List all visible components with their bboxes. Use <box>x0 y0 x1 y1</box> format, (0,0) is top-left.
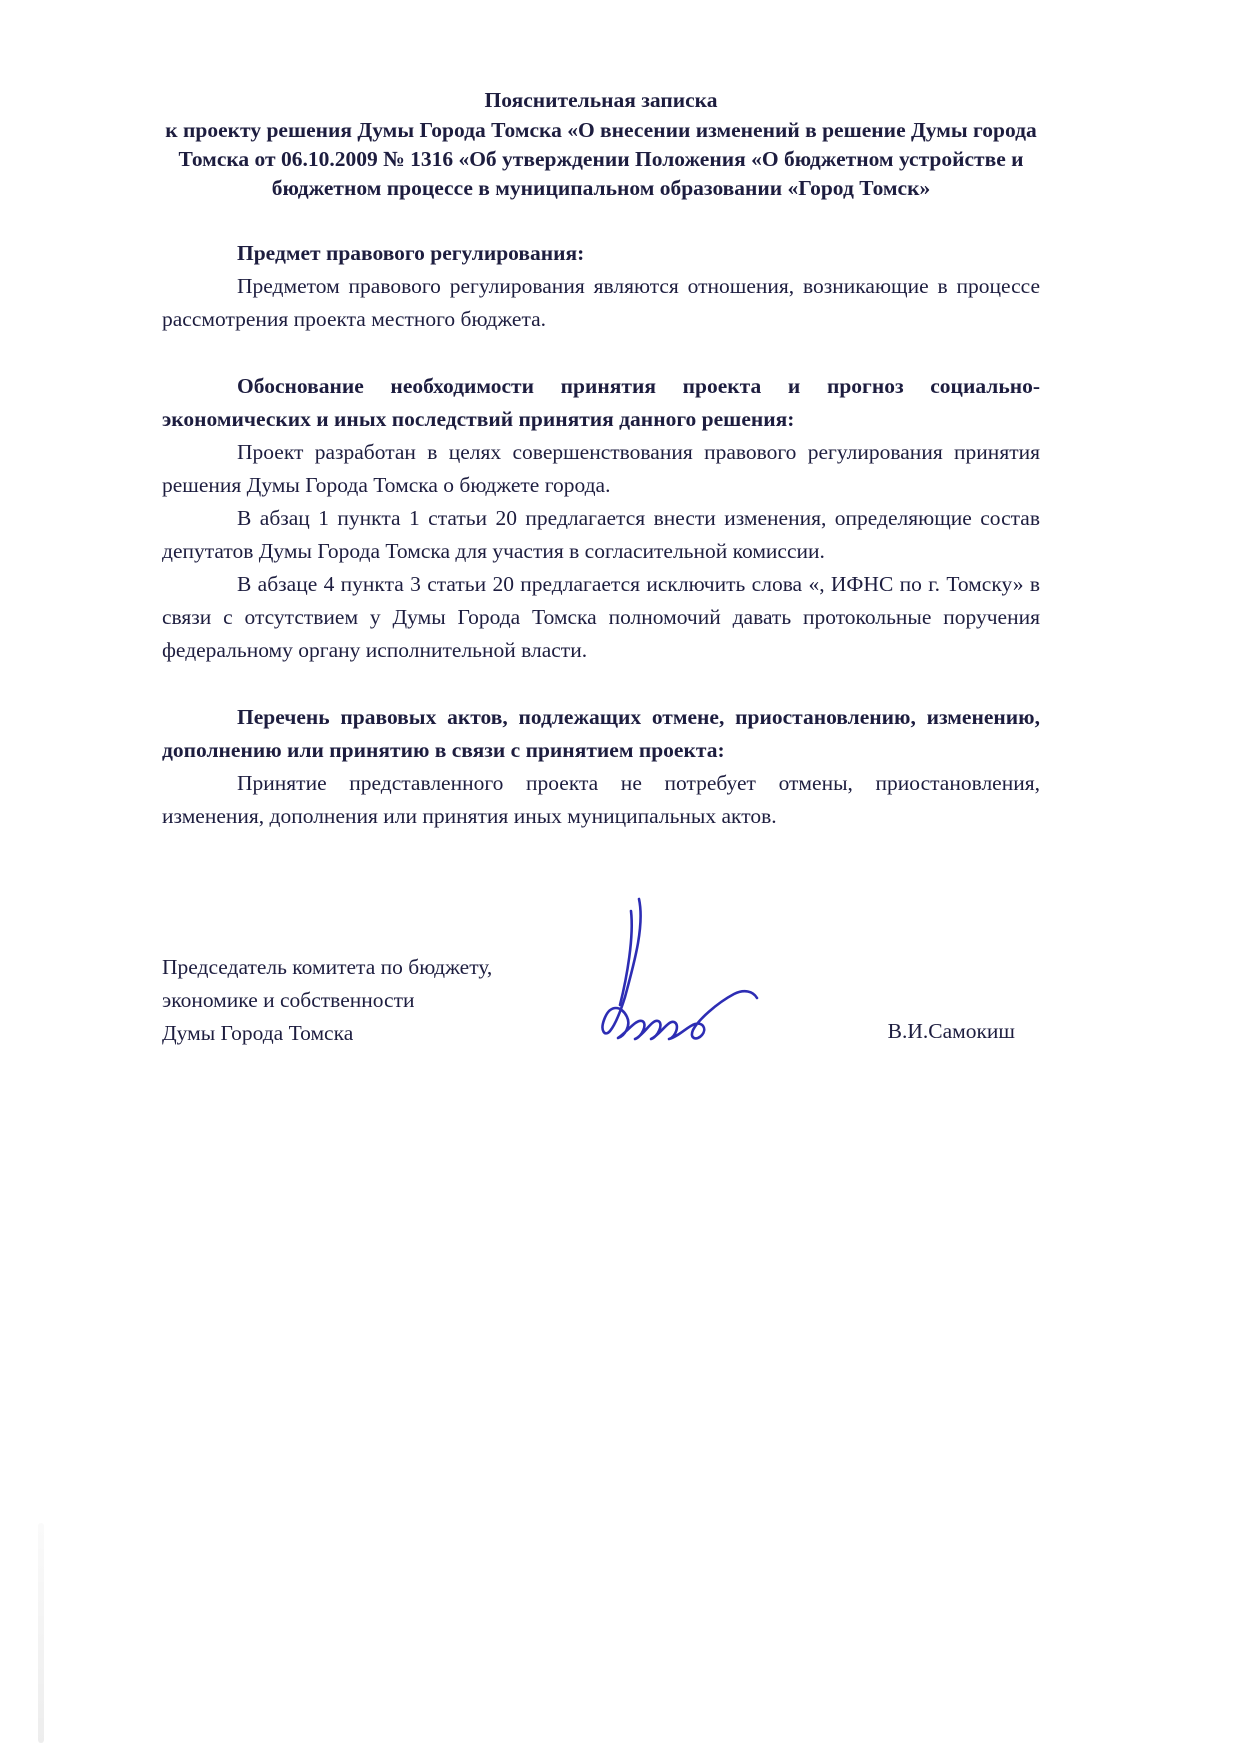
document-title: Пояснительная записка <box>484 88 718 112</box>
document-subtitle: к проекту решения Думы Города Томска «О внесении изменений в решение Думы города Томска от 06.10.2009 № 1316 «Об утверждении Положения «О бюджетном устройстве и бюджетном процессе в муниципальном образовании «Город Томск» <box>165 118 1037 200</box>
paragraph: Предметом правового регулирования являются отношения, возникающие в процессе рассмотрения проекта местного бюджета. <box>162 274 1040 331</box>
section-subject <box>162 237 1040 336</box>
document-content <box>162 86 1040 1073</box>
signer-name: В.И.Самокиш <box>887 1019 1015 1043</box>
section-heading: Обоснование необходимости принятия проекта и прогноз социально-экономических и иных последствий принятия данного решения: <box>162 374 1040 431</box>
signature-block <box>162 903 1040 1073</box>
section-justification <box>162 370 1040 667</box>
scan-artifact <box>38 1523 44 1743</box>
handwritten-signature-icon <box>587 893 762 1061</box>
paragraph: Проект разработан в целях совершенствования правового регулирования принятия решения Думы Города Томска о бюджете города. <box>162 440 1040 497</box>
section-heading: Предмет правового регулирования: <box>237 241 585 265</box>
paragraph: В абзаце 4 пункта 3 статьи 20 предлагается исключить слова «, ИФНС по г. Томску» в связи с отсутствием у Думы Города Томска полномочий давать протокольные поручения федеральному органу исполнительной власти. <box>162 572 1040 662</box>
signer-position <box>162 951 492 1050</box>
paragraph: Принятие представленного проекта не потребует отмены, приостановления, изменения, дополнения или принятия иных муниципальных актов. <box>162 771 1040 828</box>
signer-position-line: Председатель комитета по бюджету, <box>162 955 493 979</box>
signer-position-line: Думы Города Томска <box>162 1021 354 1045</box>
section-acts-list <box>162 701 1040 833</box>
section-heading: Перечень правовых актов, подлежащих отмене, приостановлению, изменению, дополнению или принятию в связи с принятием проекта: <box>162 705 1040 762</box>
signer-position-line: экономике и собственности <box>162 988 415 1012</box>
title-block <box>162 86 1040 203</box>
paragraph: В абзац 1 пункта 1 статьи 20 предлагается внести изменения, определяющие состав депутатов Думы Города Томска для участия в согласительной комиссии. <box>162 506 1040 563</box>
